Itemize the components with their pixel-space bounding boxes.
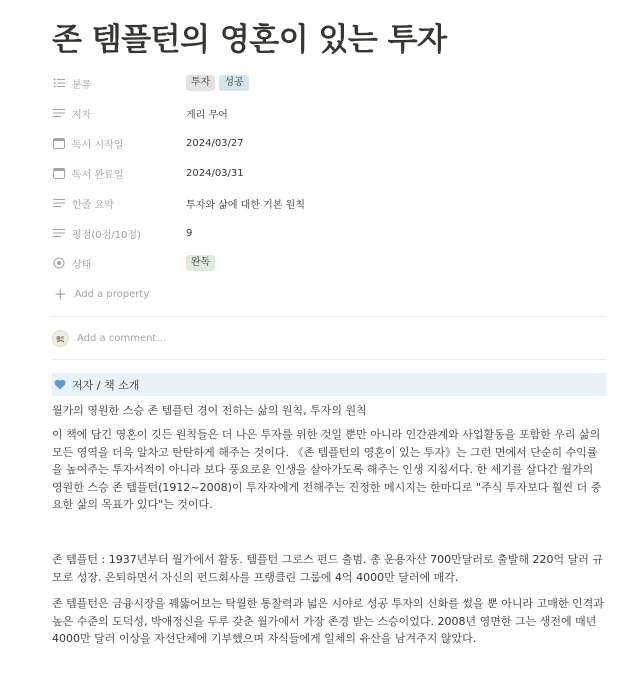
property-value[interactable]: 9: [186, 227, 193, 239]
text-lines-icon: [52, 226, 66, 240]
paragraph: 존 템플턴 : 1937년부터 월가에서 활동. 템플턴 그로스 펀드 출범. 총 운용자산 700만달러로 출발해 220억 달러 규모로 성장. 은퇴하면서 자신의 펀드회사를 프랭클린 그룹에 4억 4000만 달러에 매각.: [52, 553, 604, 584]
property-value[interactable]: 2024/03/27: [186, 137, 244, 149]
property-value[interactable]: 2024/03/31: [186, 167, 244, 179]
property-label: 한줄 요약: [72, 199, 114, 211]
callout-text: 저자 / 책 소개: [72, 378, 140, 392]
property-row-start-date[interactable]: [52, 128, 606, 158]
property-name: [52, 166, 186, 181]
property-name: [52, 76, 186, 91]
paragraph: 존 템플턴은 금융시장을 꿰뚫어보는 탁월한 통찰력과 넓은 시야로 성공 투자의 신화를 썼을 뿐 아니라 고매한 인격과 높은 수준의 도덕성, 박애정신을 두루 갖춘 월가에서 가장 존경 받는 스승이었다. 2008년 영면한 그는 생전에 매년 4000만 달러 이상을 자선단체에 기부했으며 자식들에게 일체의 유산을 남겨주지 않았다.: [52, 597, 604, 645]
properties-panel: [52, 68, 606, 308]
comment-input[interactable]: Add a comment...: [77, 332, 166, 344]
property-value[interactable]: 투자와 삶에 대한 기본 원칙: [186, 199, 305, 211]
property-label: 평점(0점/10점): [72, 229, 141, 241]
property-label: 독서 완료일: [72, 169, 124, 181]
text-lines-icon: [52, 196, 66, 210]
blue-heart-icon: [54, 379, 66, 390]
property-row-category[interactable]: [52, 68, 606, 98]
property-label: 분류: [72, 79, 92, 91]
tag-invest[interactable]: 투자: [186, 75, 215, 91]
callout-block[interactable]: [52, 373, 606, 396]
calendar-icon: [52, 166, 66, 180]
property-row-rating[interactable]: [52, 218, 606, 248]
avatar: [52, 330, 69, 347]
plus-icon: +: [54, 284, 67, 303]
property-name: [52, 226, 186, 241]
property-value-status[interactable]: [186, 255, 219, 271]
divider: [52, 316, 606, 317]
calendar-icon: [52, 136, 66, 150]
add-property-label: Add a property: [74, 288, 150, 300]
property-name: [52, 136, 186, 151]
status-badge[interactable]: 완독: [186, 255, 215, 271]
property-name: [52, 256, 186, 271]
page-title[interactable]: 존 템플턴의 영혼이 있는 투자: [52, 22, 447, 58]
property-value[interactable]: 게리 무어: [186, 109, 228, 121]
paragraph: 이 책에 담긴 영혼이 깃든 원칙들은 더 나은 투자를 위한 것일 뿐만 아니라 인간관계와 사업활동을 포함한 우리 삶의 모든 영역을 더욱 알차고 탄탄하게 해주는 것이다. 《존 템플턴의 영혼이 있는 투자》는 그런 면에서 단순히 수익률을 높여주는 투자서적이 아니라 보다 풍요로운 인생을 살아가도록 해주는 인생 지침서다. 한 세기를 살다간 월가의 영원한 스승 존 템플턴(1912~2008)이 투자자에게 전해주는 진정한 메시지는 한마디로 "주식 투자보다 훨씬 더 중요한 삶의 목표가 있다"는 것이다.: [52, 428, 602, 511]
text-lines-icon: [52, 106, 66, 120]
property-label: 저자: [72, 109, 92, 121]
property-row-summary[interactable]: [52, 188, 606, 218]
list-icon: [52, 76, 66, 90]
comment-row[interactable]: [52, 326, 166, 350]
property-row-end-date[interactable]: [52, 158, 606, 188]
subtitle-text: 월가의 영원한 스승 존 템플턴 경이 전하는 삶의 원칙, 투자의 원칙: [52, 404, 367, 417]
property-name: [52, 106, 186, 121]
divider: [52, 359, 606, 360]
property-row-author[interactable]: [52, 98, 606, 128]
property-row-status[interactable]: [52, 248, 606, 278]
tag-success[interactable]: 성공: [219, 75, 248, 91]
status-icon: [52, 256, 66, 270]
property-label: 독서 시작일: [72, 139, 124, 151]
add-property-button[interactable]: [52, 280, 606, 308]
property-label: 상태: [72, 259, 92, 271]
property-name: [52, 196, 186, 211]
property-value-tags[interactable]: [186, 75, 253, 91]
